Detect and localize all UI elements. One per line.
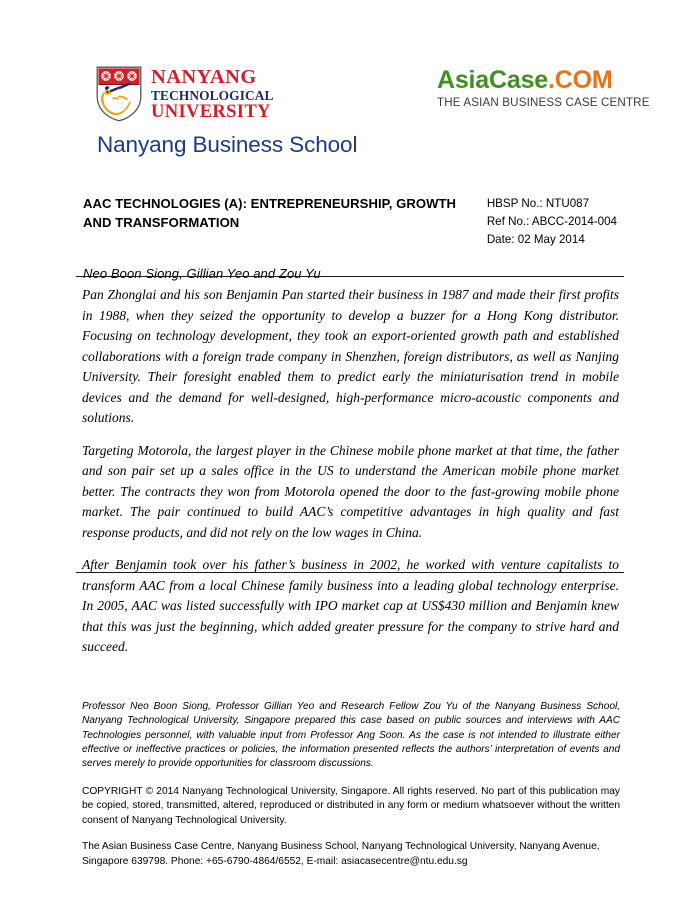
ntu-line-university: UNIVERSITY <box>151 100 271 122</box>
asiacase-name-green: AsiaCase <box>437 66 548 94</box>
abstract-paragraph: Targeting Motorola, the largest player in the Chinese mobile phone market at that time, the father and son pair set up a sales office in the US to understand the American mobile phone market better. The contracts they won from Motorola opened the door to the fast-growing mobile phone market. The pair continued to build AAC’s competitive advantages in high quality and fast response products, and did not rely on the low wages in China. <box>82 442 619 540</box>
hbsp-number: HBSP No.: NTU087 <box>486 197 590 210</box>
asiacase-logo <box>437 66 650 109</box>
abstract-paragraph: Pan Zhonglai and his son Benjamin Pan started their business in 1987 and made their first profits in 1988, when they seized the opportunity to develop a buzzer for a Hong Kong distributor. Focusing on technology development, they took an export-oriented growth path and established collaborations with a foreign trade company in Shenzhen, foreign distributors, as well as Nanjing University. Their foresight enabled them to predict early the miniaturisation trend in mobile devices and the demand for well-designed, high-performance micro-acoustic components and solutions. <box>82 287 619 426</box>
abstract-body <box>82 285 619 658</box>
case-metadata <box>487 194 617 249</box>
footer-address: The Asian Business Case Centre, Nanyang Business School, Nanyang Technological University, Nanyang Avenue, Singapore 639798. Phone: +65-6790-4864/6552, E-mail: asiacasecentre@ntu.edu.sg <box>82 841 600 867</box>
asiacase-tagline: THE ASIAN BUSINESS CASE CENTRE <box>437 96 650 109</box>
asiacase-name-orange: .COM <box>547 66 613 94</box>
abstract-paragraph: After Benjamin took over his father’s business in 2002, he worked with venture capitalists to transform AAC from a local Chinese family business into a leading global technology enterprise. In 2005, AAC was listed successfully with IPO market cap at US$430 million and Benjamin knew that this was just the beginning, which added greater pressure for the company to strive hard and succeed. <box>82 557 619 655</box>
page-footer <box>82 700 620 869</box>
ntu-wordmark <box>151 66 274 122</box>
ntu-crest-icon <box>96 66 142 122</box>
nanyang-business-school-label: Nanyang Business School <box>97 132 358 157</box>
page-title: AAC TECHNOLOGIES (A): ENTREPRENEURSHIP, GROWTH AND TRANSFORMATION <box>83 196 457 231</box>
title-block <box>83 194 617 281</box>
ntu-logo-top <box>96 66 336 122</box>
abstract-top-divider <box>76 276 624 277</box>
ntu-line-nanyang: NANYANG <box>151 66 257 88</box>
asiacase-wordmark <box>437 68 642 93</box>
ref-number: Ref No.: ABCC-2014-004 <box>486 214 617 228</box>
page-header <box>0 58 700 168</box>
publication-date: Date: 02 May 2014 <box>486 232 585 246</box>
ntu-line-technological: TECHNOLOGICAL <box>151 87 274 103</box>
title-meta-row <box>83 194 617 249</box>
author-byline: Neo Boon Siong, Gillian Yeo and Zou Yu <box>83 265 321 281</box>
ntu-logo <box>96 66 358 166</box>
footer-copyright: COPYRIGHT © 2014 Nanyang Technological University, Singapore. All rights reserved. No part of this publication may be copied, stored, transmitted, altered, reproduced or distributed in any form or medium whatsoever without the written consent of Nanyang Technological University. <box>82 785 620 826</box>
footer-credit-note: Professor Neo Boon Siong, Professor Gillian Yeo and Research Fellow Zou Yu of the Nanyang Business School, Nanyang Technological University, Singapore prepared this case based on public sources and interviews with AAC Technologies personnel, with valuable input from Professor Ang Soon. As the case is not intended to illustrate either effective or ineffective practices or policies, the information presented reflects the authors’ interpretation of events and serves merely to provide opportunities for classroom discussions. <box>82 701 620 770</box>
